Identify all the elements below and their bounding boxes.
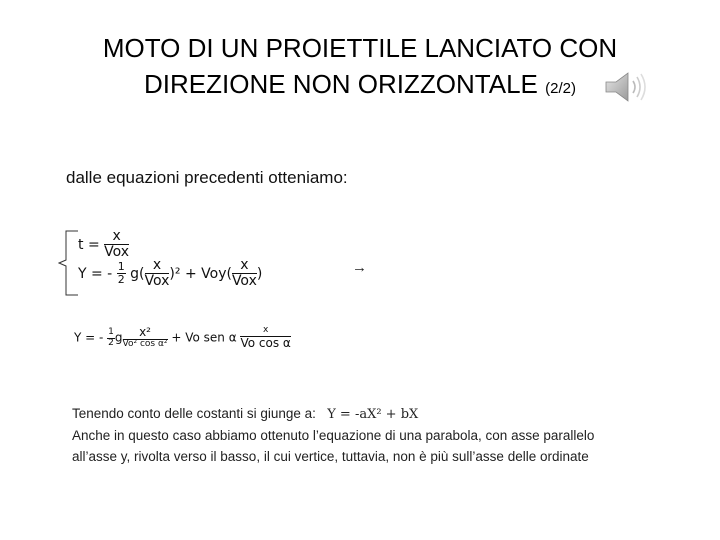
fraction-x2-vo2cos bbox=[123, 326, 168, 350]
y2-lhs: Y = - bbox=[74, 330, 104, 345]
t-lhs: t = bbox=[78, 236, 100, 253]
fraction-denominator: Vo cos α bbox=[240, 335, 291, 350]
system-brace bbox=[58, 230, 80, 296]
note-line-3: all’asse y, rivolta verso il basso, il cui vertice, tuttavia, non è più sull’asse delle ordinate bbox=[72, 449, 589, 464]
fraction-half bbox=[107, 328, 115, 349]
fraction-x-vox bbox=[104, 229, 129, 261]
title-part-label: (2/2) bbox=[545, 80, 576, 97]
equation-y bbox=[78, 258, 262, 290]
fraction-x-vocos bbox=[240, 326, 290, 350]
g-open: g( bbox=[130, 265, 145, 282]
title-line-2-text: DIREZIONE NON ORIZZONTALE bbox=[144, 69, 538, 99]
fraction-numerator: x bbox=[145, 258, 170, 274]
fraction-numerator: x bbox=[240, 326, 290, 337]
note-line-1 bbox=[72, 403, 594, 425]
note-line-2: Anche in questo caso abbiamo ottenuto l’equazione di una parabola, con asse parallelo bbox=[72, 428, 595, 443]
conclusion-text bbox=[72, 403, 594, 467]
fraction-denominator: 2 bbox=[108, 337, 114, 348]
plus-vosen: + Vo sen α bbox=[171, 330, 237, 345]
plus-voy: + Voy( bbox=[184, 265, 232, 282]
fraction-numerator: x bbox=[104, 229, 129, 245]
fraction-numerator: x² bbox=[123, 326, 168, 340]
fraction-numerator: 1 bbox=[117, 260, 125, 274]
fraction-denominator: 2 bbox=[117, 273, 125, 287]
slide-title bbox=[40, 30, 680, 107]
equation-y-trajectory bbox=[74, 326, 291, 350]
title-line-2 bbox=[40, 66, 680, 107]
fraction-denominator: Vox bbox=[231, 273, 257, 290]
y-lhs: Y = - bbox=[78, 265, 113, 282]
fraction-x-vox bbox=[145, 258, 170, 290]
title-line-1: MOTO DI UN PROIETTILE LANCIATO CON bbox=[102, 33, 618, 63]
g-symbol: g bbox=[114, 330, 123, 345]
arrow-right: → bbox=[352, 259, 367, 276]
parabola-formula: Y = -aX² + bX bbox=[327, 407, 419, 422]
fraction-denominator: Vox bbox=[104, 244, 130, 261]
fraction-half bbox=[117, 261, 126, 286]
fraction-numerator: x bbox=[232, 258, 257, 274]
close-squared: )² bbox=[169, 265, 181, 282]
fraction-denominator: Vox bbox=[144, 273, 170, 290]
speaker-icon[interactable] bbox=[602, 70, 652, 104]
close-paren: ) bbox=[256, 265, 263, 282]
fraction-x-vox bbox=[232, 258, 257, 290]
equation-t bbox=[78, 229, 129, 261]
intro-text: dalle equazioni precedenti otteniamo: bbox=[66, 168, 348, 187]
fraction-denominator: Vo² cos α² bbox=[122, 339, 168, 350]
fraction-numerator: 1 bbox=[108, 326, 114, 337]
note-line-1-text: Tenendo conto delle costanti si giunge a: bbox=[72, 406, 316, 421]
